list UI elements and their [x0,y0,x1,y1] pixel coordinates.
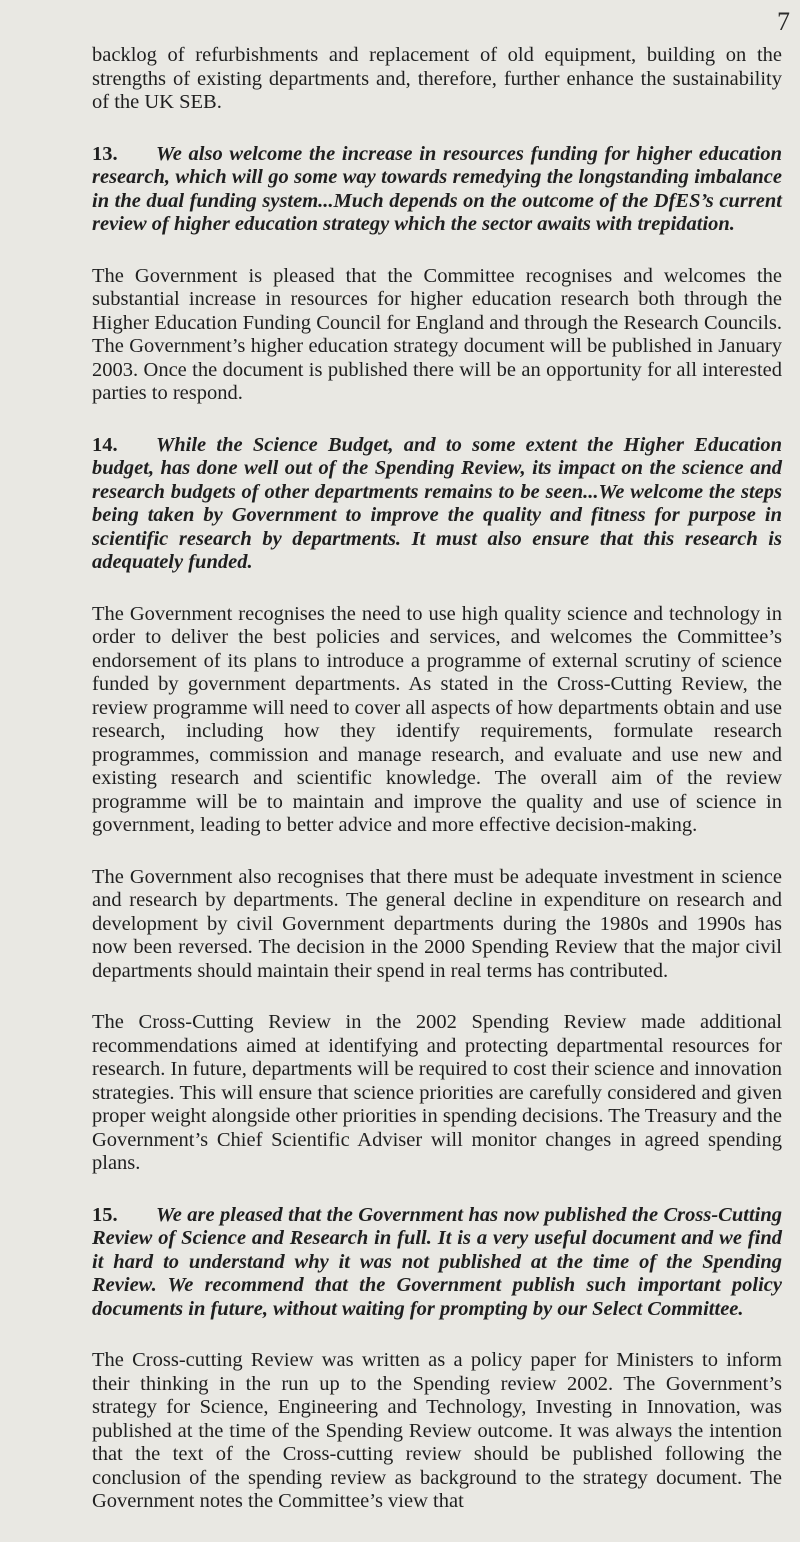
paragraph-text: The Cross-Cutting Review in the 2002 Spending Review made additional recommendations aimed at identifying and protecting departmental resources for research. In future, departments will be required to cost their science and innovation strategies. This will ensure that science priorities are carefully considered and given proper weight alongside other priorities in spending decisions. The Treasury and the Government’s Chief Scientific Adviser will monitor changes in agreed spending plans. [92,1011,782,1174]
response-paragraph [92,603,782,838]
recommendation-text: We also welcome the increase in resources funding for higher education research, which will go some way towards remedying the longstanding imbalance in the dual funding system...Much depends on the outcome of the DfES’s current review of higher education strategy which the sector awaits with trepidation. [92,142,782,235]
recommendation-number: 15. [92,1203,118,1226]
paragraph-text: The Government recognises the need to use high quality science and technology in order to deliver the best policies and services, and welcomes the Committee’s endorsement of its plans to introduce a programme of external scrutiny of science funded by government departments. As stated in the Cross-Cutting Review, the review programme will need to cover all aspects of how departments obtain and use research, including how they identify requirements, formulate research programmes, commission and manage research, and evaluate and use new and existing research and scientific knowledge. The overall aim of the review programme will be to maintain and improve the quality and use of science in government, leading to better advice and more effective decision-making. [92,602,782,836]
recommendation-text: We are pleased that the Government has now published the Cross-Cutting Review of Science and Research in full. It is a very useful document and we find it hard to understand why it was not published at the time of the Spending Review. We recommend that the Government publish such important policy documents in future, without waiting for prompting by our Select Committee. [92,1203,782,1320]
paragraph-text: The Government is pleased that the Committee recognises and welcomes the substantial increase in resources for higher education research both through the Higher Education Funding Council for England and through the Research Councils. The Government’s higher education strategy document will be published in January 2003. Once the document is published there will be an opportunity for all interested parties to respond. [92,264,782,404]
paragraph-text: The Government also recognises that there must be adequate investment in science and research by departments. The general decline in expenditure on research and development by civil Government departments during the 1980s and 1990s has now been reversed. The decision in the 2000 Spending Review that the major civil departments should maintain their spend in real terms has contributed. [92,865,782,982]
paragraph-text: backlog of refurbishments and replacement of old equipment, building on the strengths of existing departments and, therefore, further enhance the sustainability of the UK SEB. [92,44,782,113]
document-body [92,44,782,1542]
response-paragraph [92,1349,782,1514]
response-paragraph [92,1011,782,1176]
response-paragraph [92,265,782,406]
recommendation-number: 13. [92,142,118,165]
page-number: 7 [777,7,790,36]
response-paragraph [92,866,782,984]
response-paragraph [92,44,782,115]
recommendation-number: 14. [92,433,118,456]
recommendation-paragraph [92,434,782,575]
recommendation-paragraph [92,1204,782,1322]
recommendation-text: While the Science Budget, and to some extent the Higher Education budget, has done well out of the Spending Review, its impact on the science and research budgets of other departments remains to be seen...We welcome the steps being taken by Government to improve the quality and fitness for purpose in scientific research by departments. It must also ensure that this research is adequately funded. [92,433,782,573]
recommendation-paragraph [92,143,782,237]
paragraph-text: The Cross-cutting Review was written as a policy paper for Ministers to inform their thinking in the run up to the Spending review 2002. The Government’s strategy for Science, Engineering and Technology, Investing in Innovation, was published at the time of the Spending Review outcome. It was always the intention that the text of the Cross-cutting review should be published following the conclusion of the spending review as background to the strategy document. The Government notes the Committee’s view that [92,1349,782,1512]
